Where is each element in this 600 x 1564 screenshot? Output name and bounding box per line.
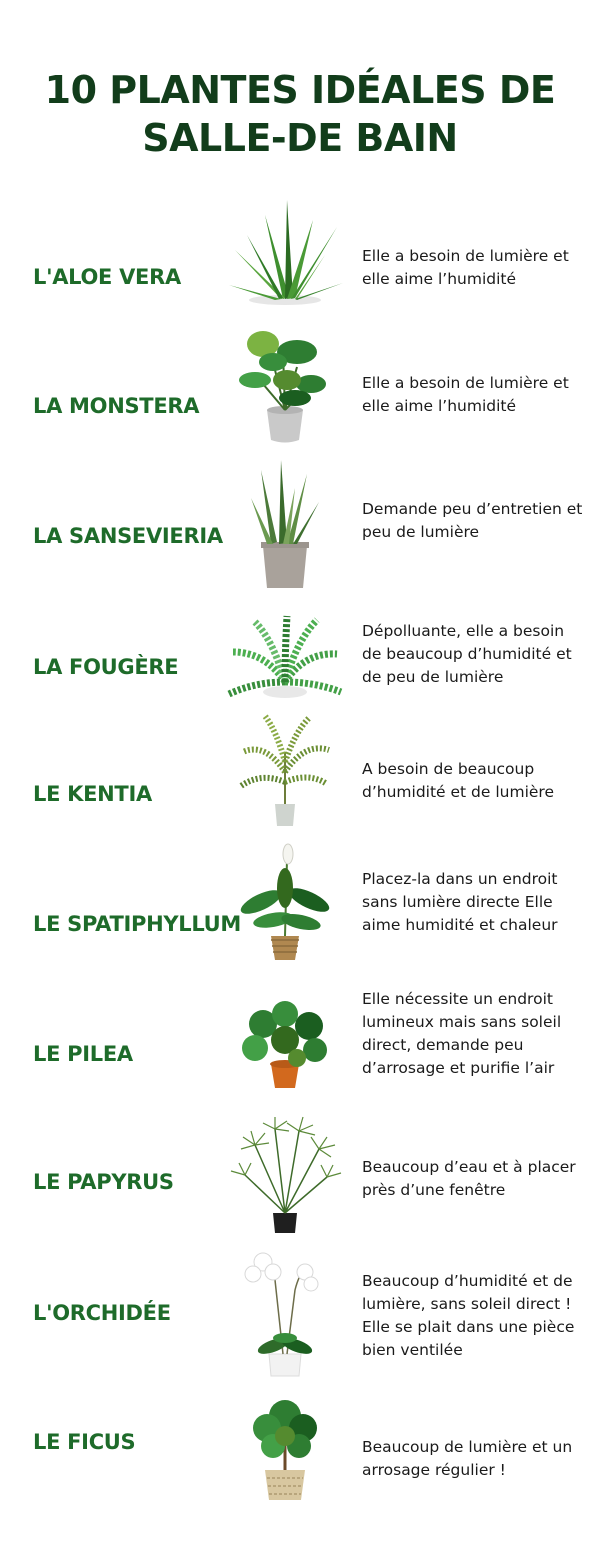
orchid-icon: [225, 1250, 345, 1378]
plant-name: LE PAPYRUS: [33, 1170, 174, 1194]
spathiphyllum-icon: [225, 842, 345, 962]
plant-name: LE FICUS: [33, 1430, 136, 1454]
aloe-vera-icon: [225, 195, 345, 310]
plant-name: LA SANSEVIERIA: [33, 524, 223, 548]
plant-description: Elle nécessite un endroit lumineux mais sans soleil direct, demande peu d’arrosage et purifie l’air: [362, 990, 562, 1077]
sansevieria-icon: [225, 458, 345, 590]
plant-name: LA FOUGÈRE: [33, 655, 179, 679]
plant-name: LE PILEA: [33, 1042, 133, 1066]
title-line-1: 10 PLANTES IDÉALES DE: [44, 68, 556, 112]
plant-description: Elle a besoin de lumière et elle aime l’humidité: [362, 247, 569, 288]
page-title: [0, 66, 600, 162]
plant-name: L'ORCHIDÉE: [33, 1301, 171, 1325]
plant-name: L'ALOE VERA: [33, 265, 181, 289]
papyrus-icon: [225, 1115, 345, 1235]
pilea-icon: [225, 1000, 345, 1095]
plant-description: Beaucoup d’eau et à placer près d’une fenêtre: [362, 1158, 576, 1199]
plant-name: LA MONSTERA: [33, 394, 200, 418]
ficus-icon: [225, 1394, 345, 1504]
plant-description: Beaucoup de lumière et un arrosage régulier !: [362, 1438, 573, 1479]
plant-description: Elle a besoin de lumière et elle aime l’humidité: [362, 374, 569, 415]
title-line-2: SALLE-DE BAIN: [142, 116, 458, 160]
plant-description: Dépolluante, elle a besoin de beaucoup d’humidité et de peu de lumière: [362, 622, 572, 686]
plant-name: LE KENTIA: [33, 782, 152, 806]
monstera-icon: [225, 322, 345, 447]
plant-description: Placez-la dans un endroit sans lumière directe Elle aime humidité et chaleur: [362, 870, 558, 934]
kentia-palm-icon: [225, 712, 345, 830]
plant-name: LE SPATIPHYLLUM: [33, 912, 242, 936]
plant-description: Beaucoup d’humidité et de lumière, sans soleil direct ! Elle se plait dans une pièce bien ventilée: [362, 1272, 575, 1359]
plant-description: Demande peu d’entretien et peu de lumière: [362, 500, 583, 541]
fern-icon: [225, 612, 345, 702]
plant-description: A besoin de beaucoup d’humidité et de lumière: [362, 760, 554, 801]
